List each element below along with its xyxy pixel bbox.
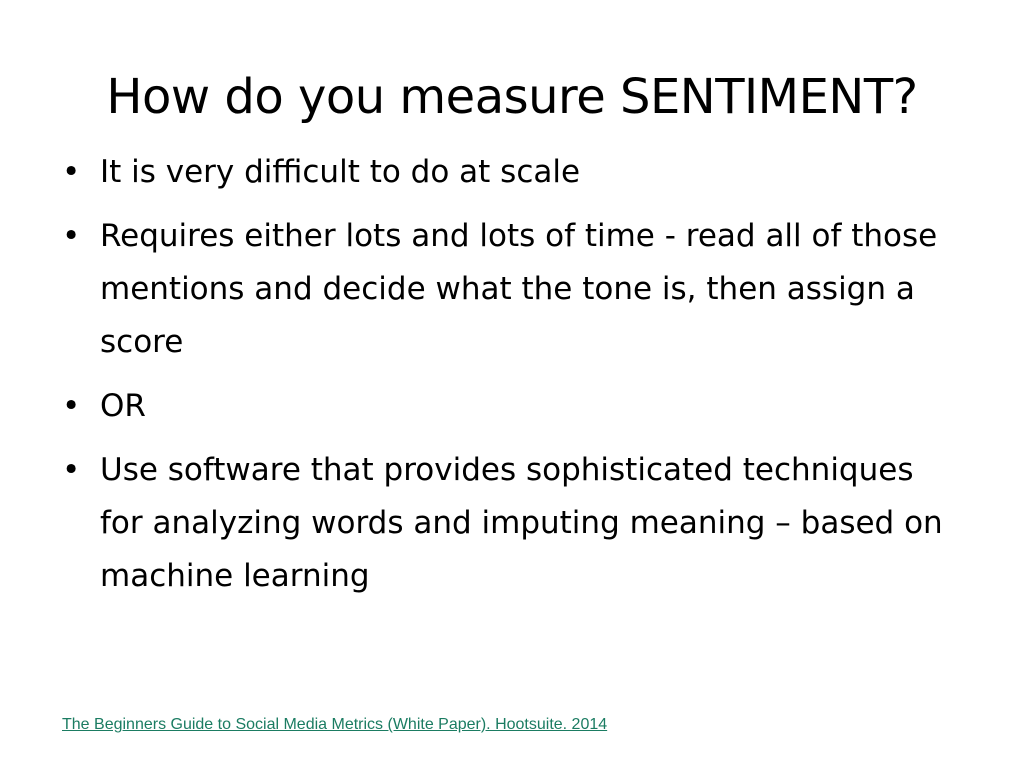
bullet-item-3 [62, 380, 962, 433]
bullet-item-1 [62, 146, 962, 199]
bullet-text: OR [100, 388, 146, 424]
bullet-icon: • [62, 452, 81, 488]
bullet-text: Use software that provides sophisticated techniques for analyzing words and imputing meaning – based on machine learning [100, 452, 943, 594]
bullet-text: Requires either lots and lots of time - read all of those mentions and decide what the tone is, then assign a score [100, 218, 938, 360]
source-link[interactable]: The Beginners Guide to Social Media Metrics (White Paper). Hootsuite. 2014 [62, 716, 608, 733]
bullet-icon: • [62, 388, 81, 424]
bullet-list [62, 146, 962, 614]
bullet-item-2 [62, 210, 962, 369]
bullet-icon: • [62, 154, 81, 190]
bullet-icon: • [62, 218, 81, 254]
bullet-text: It is very difficult to do at scale [100, 154, 581, 190]
slide-title: How do you measure SENTIMENT? [106, 69, 918, 125]
bullet-item-4 [62, 444, 962, 603]
